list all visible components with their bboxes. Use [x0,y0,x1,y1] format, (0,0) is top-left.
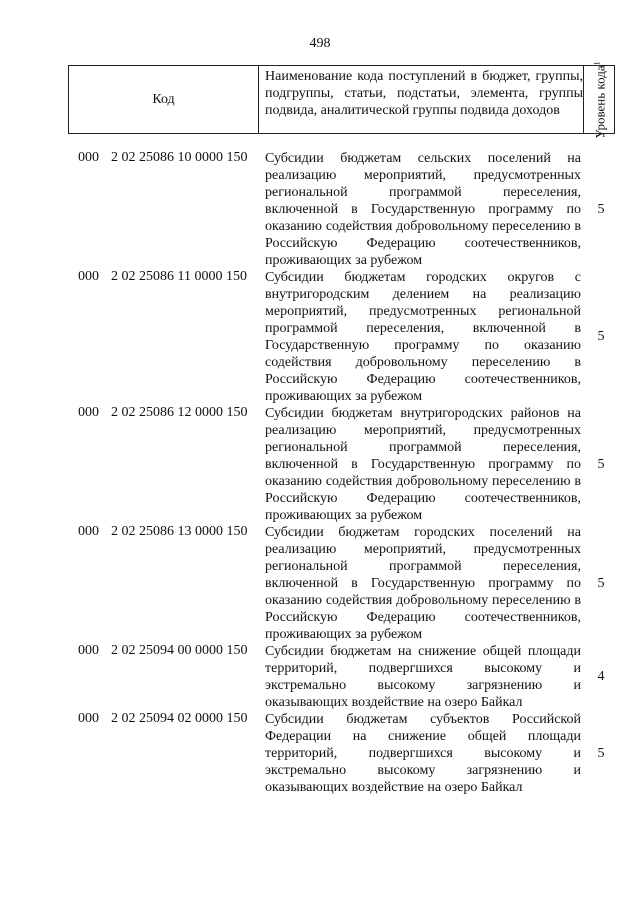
header-level [583,60,614,139]
table-row [0,269,640,405]
revenue-code: 2 02 25094 00 0000 150 [111,643,248,658]
admin-code: 000 [78,711,99,726]
admin-code: 000 [78,150,99,165]
code-level: 5 [597,745,605,761]
revenue-code: 2 02 25086 12 0000 150 [111,405,248,420]
revenue-code: 2 02 25086 10 0000 150 [111,150,248,165]
admin-code: 000 [78,524,99,539]
admin-code: 000 [78,269,99,284]
revenue-code: 2 02 25094 02 0000 150 [111,711,248,726]
code-level: 4 [597,669,605,684]
table-header [68,60,615,139]
revenue-name: Субсидии бюджетам городских округов с внутригородским делением на реализацию мероприятий, предусмотренных региональной программой переселения, включенной в Государственную программу по оказанию содействия добровольному переселению в Российскую Федерацию соотечественников, проживающих за рубежом [265,270,581,404]
revenue-name: Субсидии бюджетам городских поселений на реализацию мероприятий, предусмотренных региональной программой переселения, включенной в Государственную программу по оказанию содействия добровольному переселению в Российскую Федерацию соотечественников, проживающих за рубежом [265,525,581,642]
header-level-label: Уровень кода$^1$ [592,60,608,139]
table-row [0,405,640,524]
admin-code: 000 [78,405,99,420]
table-row [0,150,640,269]
code-level: 5 [597,201,605,217]
revenue-code: 2 02 25086 13 0000 150 [111,524,248,539]
revenue-name: Субсидии бюджетам на снижение общей площади территорий, подвергшихся высокому и экстремально высокому загрязнению и оказывающих воздействие на озеро Байкал [265,644,581,710]
header-code: Код [69,66,259,133]
revenue-code: 2 02 25086 11 0000 150 [111,269,247,284]
admin-code: 000 [78,643,99,658]
header-level-footnote: 1 [592,60,602,65]
table-row [0,711,640,796]
revenue-name: Субсидии бюджетам внутригородских районов на реализацию мероприятий, предусмотренных региональной программой переселения, включенной в Государственную программу по оказанию содействия добровольному переселению в Российскую Федерацию соотечественников, проживающих за рубежом [265,406,581,523]
code-level: 5 [597,456,605,472]
revenue-name: Субсидии бюджетам субъектов Российской Федерации на снижение общей площади территорий, подвергшихся высокому и экстремально высокому загрязнению и оказывающих воздействие на озеро Байкал [265,712,581,795]
code-level: 5 [597,575,605,591]
revenue-name: Субсидии бюджетам сельских поселений на реализацию мероприятий, предусмотренных региональной программой переселения, включенной в Государственную программу по оказанию содействия добровольному переселению в Российскую Федерацию соотечественников, проживающих за рубежом [265,151,581,268]
header-name: Наименование кода поступлений в бюджет, группы, подгруппы, статьи, подстатьи, элемента, группы подвида, аналитической группы подвида доходов [265,69,583,118]
table-row [0,643,640,711]
code-level: 5 [597,329,605,344]
table-body [0,150,640,796]
page-number: 498 [309,36,331,51]
table-row [0,524,640,643]
